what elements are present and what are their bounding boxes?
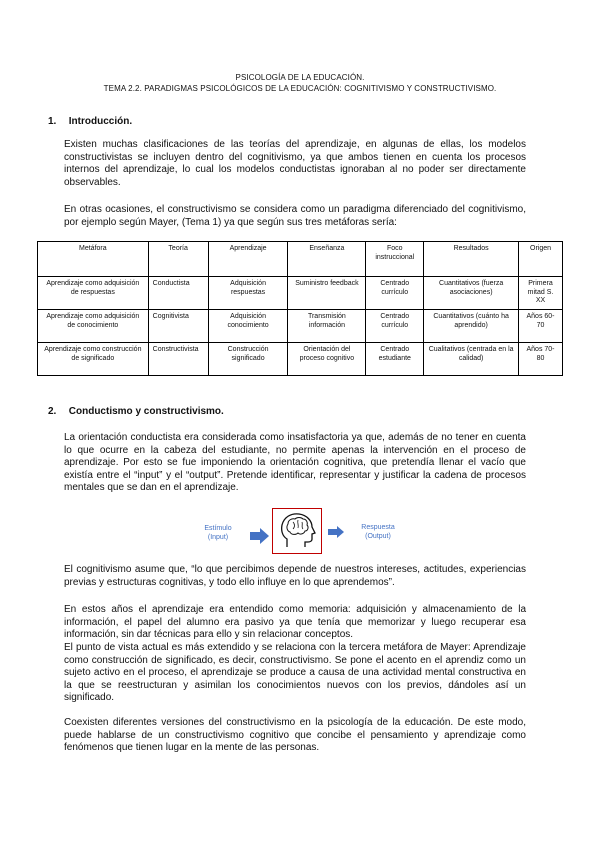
table-header-cell: Resultados [424, 242, 519, 277]
table-cell: Aprendizaje como adquisición de conocimiento [38, 310, 149, 343]
table-header-row [38, 242, 563, 277]
table-cell: Años 70-80 [519, 343, 563, 376]
output-word: Respuesta [361, 524, 395, 531]
table-cell: Aprendizaje como adquisición de respuestas [38, 277, 149, 310]
section-2-heading [48, 406, 224, 417]
table-cell: Años 60-70 [519, 310, 563, 343]
table-cell: Aprendizaje como construcción de significado [38, 343, 149, 376]
table-cell: Adquisición respuestas [208, 277, 288, 310]
table-cell: Cognitivista [148, 310, 208, 343]
input-label [190, 524, 246, 542]
intro-paragraph-1: Existen muchas clasificaciones de las teorías del aprendizaje, en algunas de ellas, los modelos constructivistas se incluyen dentro del cognitivismo, ya que ambos tienen en cuenta los procesos internos del aprendizaje, lo cual los modelos conductistas ignoraban al no poder ser directamente observables. [64, 139, 526, 188]
table-cell: Suministro feedback [288, 277, 366, 310]
input-output-diagram [190, 504, 410, 554]
table-cell: Cualitativos (centrada en la calidad) [424, 343, 519, 376]
head-brain-icon [272, 508, 322, 554]
table-header-cell: Foco instruccional [366, 242, 424, 277]
table-row [38, 277, 563, 310]
table-row [38, 310, 563, 343]
memory-paragraph: En estos años el aprendizaje era entendido como memoria: adquisición y almacenamiento de la información, el papel del alumno era pasivo ya que tenía que memorizar y luego recuperar esa información, sin dar técnicas para ello y sin relacionar conceptos. [64, 604, 526, 640]
table-header-cell: Aprendizaje [208, 242, 288, 277]
output-sub: (Output) [365, 533, 391, 540]
section-1-title: Introducción. [68, 116, 133, 127]
table-cell: Conductista [148, 277, 208, 310]
table-header-cell: Enseñanza [288, 242, 366, 277]
table-row [38, 343, 563, 376]
table-cell: Primera mitad S. XX [519, 277, 563, 310]
course-title: PSICOLOGÍA DE LA EDUCACIÓN. [235, 73, 365, 82]
table-cell: Adquisición conocimiento [208, 310, 288, 343]
input-sub: (Input) [207, 534, 229, 541]
section-1-heading [48, 116, 132, 127]
intro-paragraph-2: En otras ocasiones, el constructivismo se considera como un paradigma diferenciado del cognitivismo, por ejemplo según Mayer, (Tema 1) ya que según sus tres metáforas sería: [64, 204, 526, 228]
table-cell: Constructivista [148, 343, 208, 376]
document-header [0, 72, 600, 94]
table-header-cell: Teoría [148, 242, 208, 277]
output-label [350, 523, 406, 541]
table-cell: Cuantitativos (fuerza asociaciones) [424, 277, 519, 310]
table-header-cell: Metáfora [38, 242, 149, 277]
versions-paragraph: Coexisten diferentes versiones del constructivismo en la psicología de la educación. De este modo, puede hablarse de un constructivismo cognitivo que concibe el pensamiento y aprendizaje como fenómenos que tienen lugar en la mente de las personas. [64, 717, 526, 753]
table-cell: Orientación del proceso cognitivo [288, 343, 366, 376]
cognitivism-paragraph: El cognitivismo asume que, “lo que percibimos depende de nuestros intereses, actitudes, experiencias previas y estructuras cognitivas, y todo ello influye en lo que aprendemos”. [64, 564, 526, 588]
section-1-number: 1. [48, 116, 57, 127]
table-cell: Centrado currículo [366, 277, 424, 310]
section-2-title: Conductismo y constructivismo. [68, 406, 224, 417]
table-header-cell: Origen [519, 242, 563, 277]
section-2-number: 2. [48, 406, 57, 417]
table-cell: Transmisión información [288, 310, 366, 343]
topic-title: TEMA 2.2. PARADIGMAS PSICOLÓGICOS DE LA EDUCACIÓN: COGNITIVISMO Y CONSTRUCTIVISMO. [103, 84, 497, 93]
table-cell: Cuantitativos (cuánto ha aprendido) [424, 310, 519, 343]
constructivism-paragraph: El punto de vista actual es más extendido y se relaciona con la tercera metáfora de Mayer: Aprendizaje como construcción de significado, es decir, constructivismo. Se pone el acento en el aprendiz como un sujeto activo en el proceso, el aprendizaje se produce a causa de una actividad mental constructiva en la que se reestructuran y asimilan los conocimientos nuevos con los previos, dándoles así un significado. [64, 642, 526, 703]
mayer-metaphors-table [37, 241, 563, 376]
table-cell: Construcción significado [208, 343, 288, 376]
behaviorism-paragraph: La orientación conductista era considerada como insatisfactoria ya que, además de no tener en cuenta lo que ocurre en la cabeza del estudiante, no permite apenas la intervención en el proceso de aprendizaje. Por esto se fue imponiendo la orientación cognitiva, que pretendía llenar el vacío que existía entre el “input” y el “output”. Pretende identificar, representar y justificar la cadena de procesos mentales que se dan en el aprendizaje. [64, 432, 526, 493]
input-word: Estímulo [204, 525, 232, 532]
table-cell: Centrado currículo [366, 310, 424, 343]
table-cell: Centrado estudiante [366, 343, 424, 376]
